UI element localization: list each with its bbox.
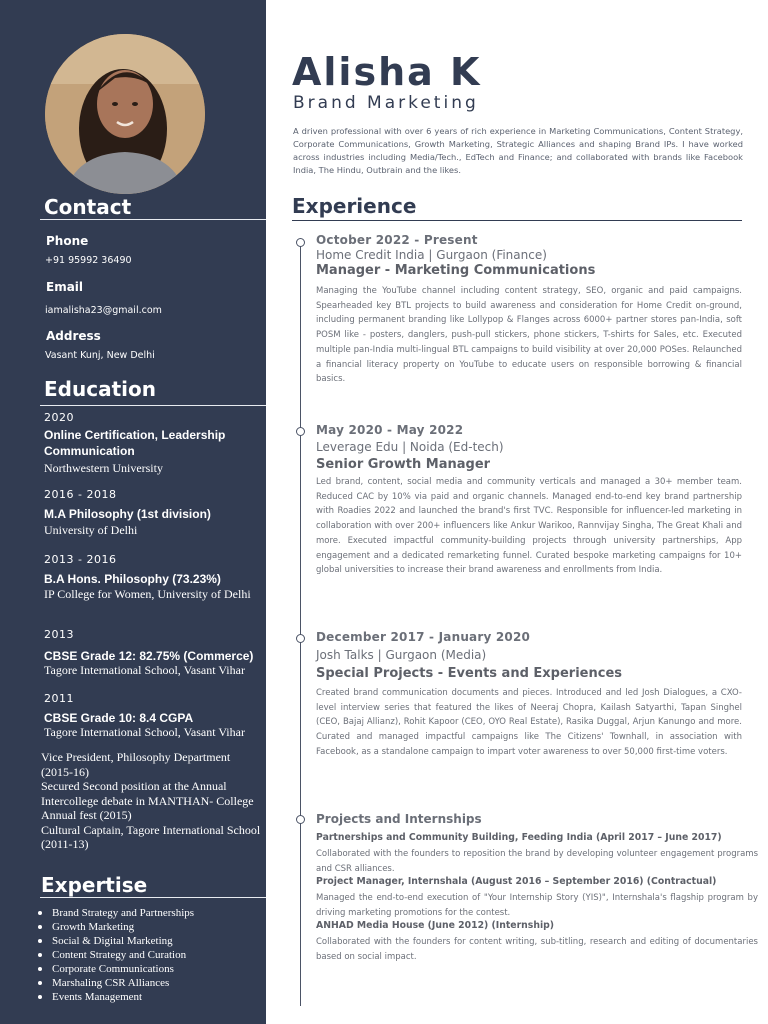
phone-label: Phone	[46, 234, 89, 248]
expertise-divider	[40, 897, 266, 898]
timeline-dot	[296, 634, 305, 643]
job-company: Leverage Edu | Noida (Ed-tech)	[316, 440, 504, 454]
job-description: Created brand communication documents and pieces. Introduced and led Josh Dialogues, a CXO-level interview series that featured the likes of Neeraj Chopra, Kailash Satyarthi, Tapan Singhel (CEO, Bajaj Allianz), Rohit Kapoor (CEO, OYO Real Estate), Rasika Duggal, Arjun Kanungo and more. Curated and managed impactful campaigns like The Citizens' Townhall, in association with Facebook, as a standalone campaign to impart voter awareness to over 50,000 first-time voters.	[316, 688, 742, 757]
education-year: 2013	[44, 628, 74, 641]
education-institution: Northwestern University	[44, 461, 163, 475]
job-dates: October 2022 - Present	[316, 233, 478, 247]
email-value[interactable]: iamalisha23@gmail.com	[45, 305, 162, 316]
expertise-heading: Expertise	[41, 873, 148, 897]
education-institution: University of Delhi	[44, 523, 138, 537]
job-title: Special Projects - Events and Experiences	[316, 666, 623, 681]
timeline-dot	[296, 238, 305, 247]
project-title: Project Manager, Internshala (August 2016 – September 2016) (Contractual)	[316, 876, 717, 887]
achievement-item: Cultural Captain, Tagore International School	[41, 822, 261, 837]
expertise-item: Brand Strategy and Partnerships	[52, 906, 262, 920]
email-label: Email	[46, 280, 84, 294]
timeline-line	[300, 242, 301, 1006]
job-dates: December 2017 - January 2020	[316, 630, 531, 644]
project-description: Managed the end-to-end execution of "Your Internship Story (YIS)", Internshala's flagship program by driving marketing promotions for the contest.	[316, 893, 758, 918]
job-company: Josh Talks | Gurgaon (Media)	[316, 648, 487, 662]
address-label: Address	[46, 329, 101, 343]
timeline-dot	[296, 427, 305, 436]
job-company: Home Credit India | Gurgaon (Finance)	[316, 248, 547, 262]
achievements-list	[41, 750, 261, 852]
job-description: Led brand, content, social media and community verticals and managed a 30+ member team. Reduced CAC by 10% via paid and organic channels. Managed end-to-end key brand partnership with Roadies 2022 and launched the brand's first TVC. Responsible for influencer-led marketing in collaboration with over 200+ influencers like Ankur Warikoo, Rannvijay Singha, The Great Khali and more. Executed impactful community-building projects through university partnerships, App engagement and a dedicated remarketing funnel. Curated bespoke marketing campaigns for 10+ global universities to increase their brand awareness and enrollments from India.	[316, 477, 742, 576]
candidate-role: Brand Marketing	[293, 93, 479, 113]
expertise-item: Events Management	[52, 990, 262, 1004]
project-title: Partnerships and Community Building, Feeding India (April 2017 – June 2017)	[316, 832, 722, 843]
education-institution: IP College for Women, University of Delhi	[44, 587, 251, 601]
project-description: Collaborated with the founders to reposition the brand by developing volunteer engagement programs and CSR alliances.	[316, 849, 758, 874]
profile-photo	[45, 34, 205, 194]
expertise-item: Social & Digital Marketing	[52, 934, 262, 948]
project-description: Collaborated with the founders for content writing, sub-titling, research and editing of documentaries based on social impact.	[316, 937, 758, 962]
profile-summary: A driven professional with over 6 years of rich experience in Marketing Communications, Content Strategy, Corporate Communications, Growth Marketing, Strategic Alliances and shaping Brand IPs. I have worked across industries including Media/Tech., EdTech and Finance; and collaborated with brands like Facebook India, The Hindu, Outbrain and the likes.	[293, 126, 743, 175]
timeline-dot	[296, 815, 305, 824]
education-degree: M.A Philosophy (1st division)	[44, 507, 211, 521]
achievement-item: (2011-13)	[41, 837, 89, 851]
expertise-item: Marshaling CSR Alliances	[52, 976, 262, 990]
job-title: Manager - Marketing Communications	[316, 263, 596, 278]
education-year: 2011	[44, 692, 74, 705]
education-degree: Online Certification, Leadership Communication	[44, 428, 226, 458]
contact-heading: Contact	[44, 195, 132, 219]
education-year: 2020	[44, 411, 74, 424]
project-title: ANHAD Media House (June 2012) (Internship)	[316, 920, 555, 931]
experience-heading: Experience	[292, 194, 417, 218]
phone-value: +91 95992 36490	[45, 255, 132, 266]
candidate-name: Alisha K	[292, 50, 482, 94]
achievement-item: Secured Second position at the Annual Intercollege debate in MANTHAN- College Annual fest (2015)	[41, 779, 254, 822]
education-degree: B.A Hons. Philosophy (73.23%)	[44, 572, 221, 586]
address-value: Vasant Kunj, New Delhi	[45, 350, 155, 361]
sidebar	[0, 0, 266, 1024]
education-institution: Tagore International School, Vasant Vihar	[44, 663, 245, 677]
achievement-item: Vice President, Philosophy Department (2015-16)	[41, 750, 231, 779]
projects-heading: Projects and Internships	[316, 812, 482, 826]
education-institution: Tagore International School, Vasant Vihar	[44, 725, 245, 739]
experience-divider	[292, 220, 742, 221]
education-degree: CBSE Grade 12: 82.75% (Commerce)	[44, 649, 254, 663]
expertise-item: Growth Marketing	[52, 920, 262, 934]
education-degree: CBSE Grade 10: 8.4 CGPA	[44, 711, 194, 725]
education-heading: Education	[44, 377, 156, 401]
education-year: 2016 - 2018	[44, 488, 117, 501]
job-dates: May 2020 - May 2022	[316, 423, 464, 437]
job-title: Senior Growth Manager	[316, 457, 491, 472]
education-year: 2013 - 2016	[44, 553, 117, 566]
education-divider	[40, 405, 266, 406]
expertise-list	[52, 906, 262, 1004]
expertise-item: Content Strategy and Curation	[52, 948, 262, 962]
expertise-item: Corporate Communications	[52, 962, 262, 976]
job-description: Managing the YouTube channel including content strategy, SEO, organic and paid campaigns. Spearheaded key BTL projects to build awareness and consideration for Home Credit on-ground, including permanent branding like Lollypop & Flanges across 6000+ partner stores pan-India, soft POSM like - posters, danglers, push-pull stickers, phone stickers, T-shirts for Sales, etc. Executed multiple pan-India multi-lingual BTL campaigns to build visibility at over 20,000 POSes. Relaunched a financial literacy property on YouTube to educate users on responsible borrowing & financial basics.	[316, 286, 742, 385]
contact-divider	[40, 219, 266, 220]
